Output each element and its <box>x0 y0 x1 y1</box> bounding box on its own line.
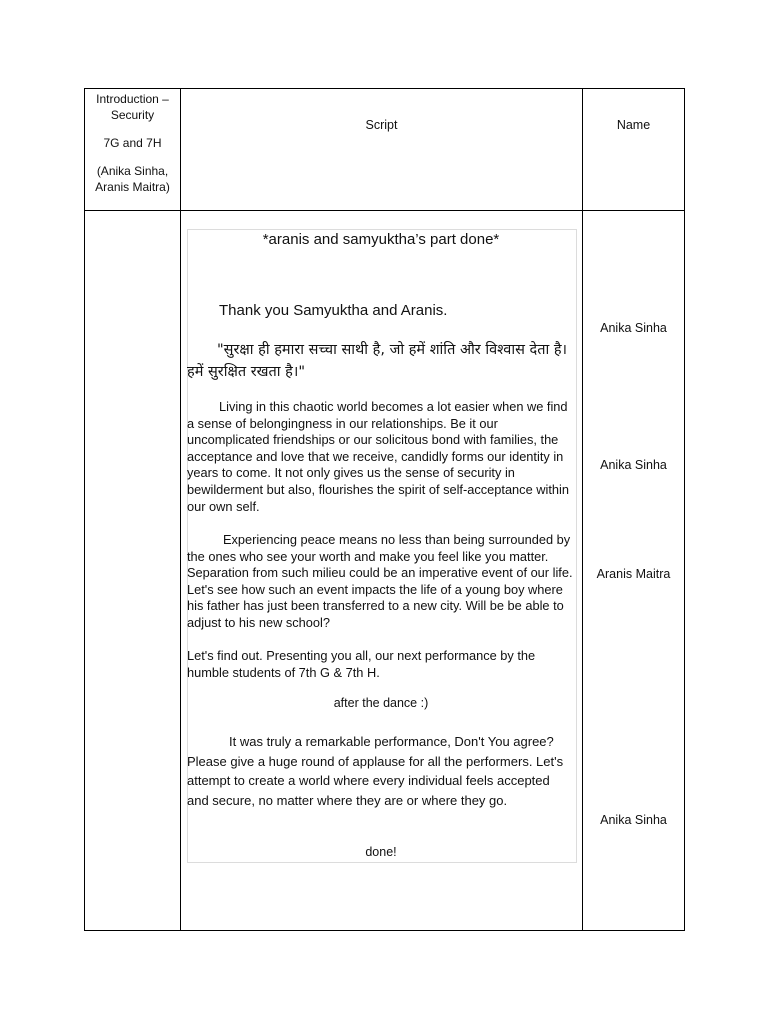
done-note: done! <box>365 845 397 859</box>
presenters-line-1: (Anika Sinha, <box>96 164 169 178</box>
body-row <box>85 211 685 931</box>
script-cell <box>181 211 583 931</box>
class-names: 7G and 7H <box>103 136 162 150</box>
empty-left-cell <box>85 211 181 931</box>
hindi-quote: "सुरक्षा ही हमारा सच्चा साथी है, जो हमें शांति और विश्वास देता है। हमें सुरक्षित रखता है।" <box>187 342 568 380</box>
presenters-line-2: Aranis Maitra) <box>95 180 170 194</box>
paragraph-belongingness: Living in this chaotic world becomes a lot easier when we find a sense of belongingness in our relationships. Be it our uncomplicated friendships or our solicitous bond with families, the acceptance and love that we receive, candidly forms our identity in years to come. It not only gives us the sense of security in bewilderment but also, flourishes the spirit of self-acceptance within our own self. <box>187 399 569 514</box>
speaker-name: Anika Sinha <box>600 321 667 335</box>
names-cell <box>583 211 685 931</box>
paragraph-peace: Experiencing peace means no less than being surrounded by the ones who see your worth and make you feel like you matter. Separation from such milieu could be an imperative event of our life. Let's see how such an event impacts the life of a young boy where his father has just been transferred to a new city. Will be be able to adjust to his new school? <box>187 532 573 630</box>
speaker-name: Aranis Maitra <box>596 567 671 581</box>
name-column-header: Name <box>616 118 651 132</box>
section-info-cell <box>85 89 181 211</box>
paragraph-presenting: Let's find out. Presenting you all, our next performance by the humble students of 7th G & 7th H. <box>187 648 536 680</box>
header-row <box>85 89 685 211</box>
section-title: Introduction – Security <box>96 92 169 122</box>
script-column-header: Script <box>365 118 398 132</box>
script-header-cell <box>181 89 583 211</box>
top-note: *aranis and samyuktha’s part done* <box>262 231 500 248</box>
paragraph-closing: It was truly a remarkable performance, Don't You agree? Please give a huge round of applause for all the performers. Let's attempt to create a world where every individual feels accepted and secure, no matter where they are or where they go. <box>187 734 564 808</box>
name-header-cell <box>583 89 685 211</box>
script-table <box>84 88 685 931</box>
after-dance-note: after the dance :) <box>333 696 429 710</box>
speaker-name: Anika Sinha <box>600 458 667 472</box>
thanks-line: Thank you Samyuktha and Aranis. <box>219 302 448 319</box>
speaker-name: Anika Sinha <box>600 813 667 827</box>
